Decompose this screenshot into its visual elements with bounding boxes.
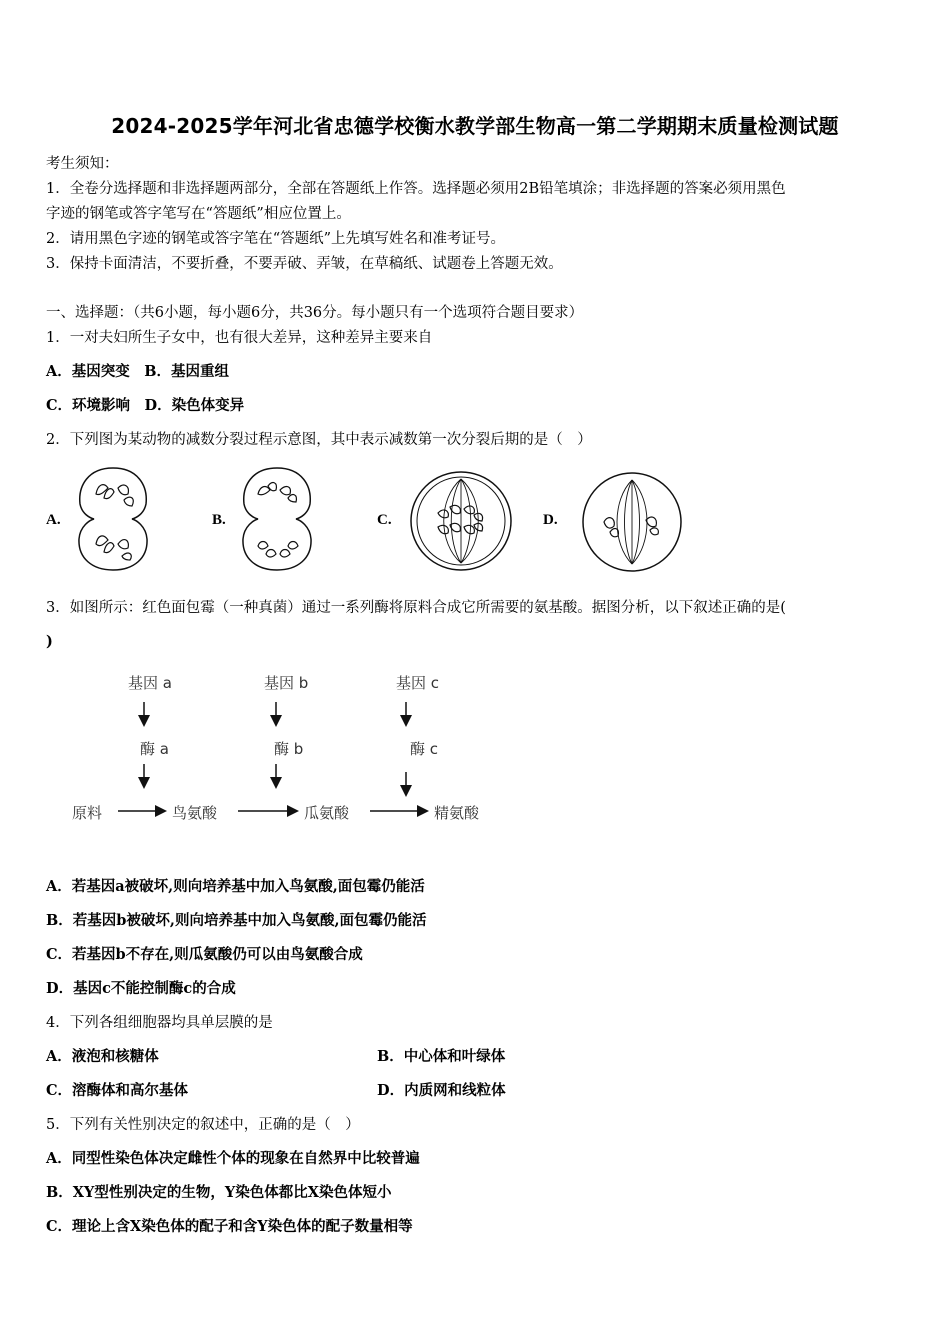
section-heading: 一、选择题：（共6小题，每小题6分，共36分。每小题只有一个选项符合题目要求）: [46, 305, 584, 321]
page-title: 2024-2025学年河北省忠德学校衡水教学部生物高一第二学期期末质量检测试题: [111, 114, 839, 138]
gene-c: 基因 c: [396, 674, 440, 692]
q2-label-a: A.: [46, 512, 61, 528]
chain-ornithine: 鸟氨酸: [172, 804, 218, 822]
q1-options-row2: C．环境影响 D．染色体变异: [46, 397, 245, 414]
cell-figure-b: [238, 464, 316, 574]
cell-figure-d: [580, 470, 684, 574]
q3-option-d: D．基因c不能控制酶c的合成: [46, 980, 236, 997]
q2-label-c: C.: [377, 512, 392, 528]
notice-item-3: 3．保持卡面清洁，不要折叠，不要弄破、弄皱，在草稿纸、试题卷上答题无效。: [46, 256, 563, 272]
chain-citrulline: 瓜氨酸: [304, 804, 350, 822]
q4-option-d: D．内质网和线粒体: [377, 1082, 506, 1099]
q3-stem: 3．如图所示：红色面包霉（一种真菌）通过一系列酶将原料合成它所需要的氨基酸。据图分析，以下叙述正确的是(: [46, 600, 786, 616]
q5-stem: 5．下列有关性别决定的叙述中，正确的是（ ）: [46, 1117, 360, 1133]
notice-item-2: 2．请用黑色字迹的钢笔或答字笔在“答题纸”上先填写姓名和准考证号。: [46, 231, 506, 247]
q5-option-a: A．同型性染色体决定雌性个体的现象在自然界中比较普遍: [46, 1150, 420, 1167]
chain-raw-material: 原料: [72, 804, 103, 822]
gene-a: 基因 a: [128, 674, 172, 692]
q4-option-b: B．中心体和叶绿体: [377, 1048, 506, 1065]
q4-option-c: C．溶酶体和高尔基体: [46, 1082, 189, 1099]
notice-heading: 考生须知：: [46, 156, 119, 172]
q4-option-a: A．液泡和核糖体: [46, 1048, 159, 1065]
pathway-diagram: [60, 668, 520, 838]
q3-option-c: C．若基因b不存在,则瓜氨酸仍可以由鸟氨酸合成: [46, 946, 363, 963]
q2-stem: 2．下列图为某动物的减数分裂过程示意图，其中表示减数第一次分裂后期的是（ ）: [46, 432, 592, 448]
q4-stem: 4．下列各组细胞器均具单层膜的是: [46, 1015, 273, 1031]
cell-figure-c: [408, 469, 514, 573]
q3-option-a: A．若基因a被破坏,则向培养基中加入鸟氨酸,面包霉仍能活: [46, 878, 425, 895]
q5-option-c: C．理论上含X染色体的配子和含Y染色体的配子数量相等: [46, 1218, 413, 1235]
enzyme-b: 酶 b: [274, 740, 304, 758]
q1-stem: 1．一对夫妇所生子女中，也有很大差异，这种差异主要来自: [46, 330, 433, 346]
q2-label-d: D.: [543, 512, 558, 528]
q3-option-b: B．若基因b被破坏,则向培养基中加入鸟氨酸,面包霉仍能活: [46, 912, 427, 929]
cell-figure-a: [74, 464, 152, 574]
notice-item-1-cont: 字迹的钢笔或答字笔写在“答题纸”相应位置上。: [46, 206, 351, 222]
q5-option-b: B．XY型性别决定的生物，Y染色体都比X染色体短小: [46, 1184, 392, 1201]
chain-arginine: 精氨酸: [434, 804, 480, 822]
q1-options-row1: A．基因突变 B．基因重组: [46, 363, 230, 380]
q2-label-b: B.: [212, 512, 226, 528]
pathway-arrows: [60, 668, 520, 838]
gene-b: 基因 b: [264, 674, 309, 692]
enzyme-a: 酶 a: [140, 740, 169, 758]
enzyme-c: 酶 c: [410, 740, 439, 758]
notice-item-1: 1．全卷分选择题和非选择题两部分，全部在答题纸上作答。选择题必须用2B铅笔填涂；非选择题的答案必须用黑色: [46, 181, 786, 197]
q3-stem-cont: ): [46, 633, 53, 650]
